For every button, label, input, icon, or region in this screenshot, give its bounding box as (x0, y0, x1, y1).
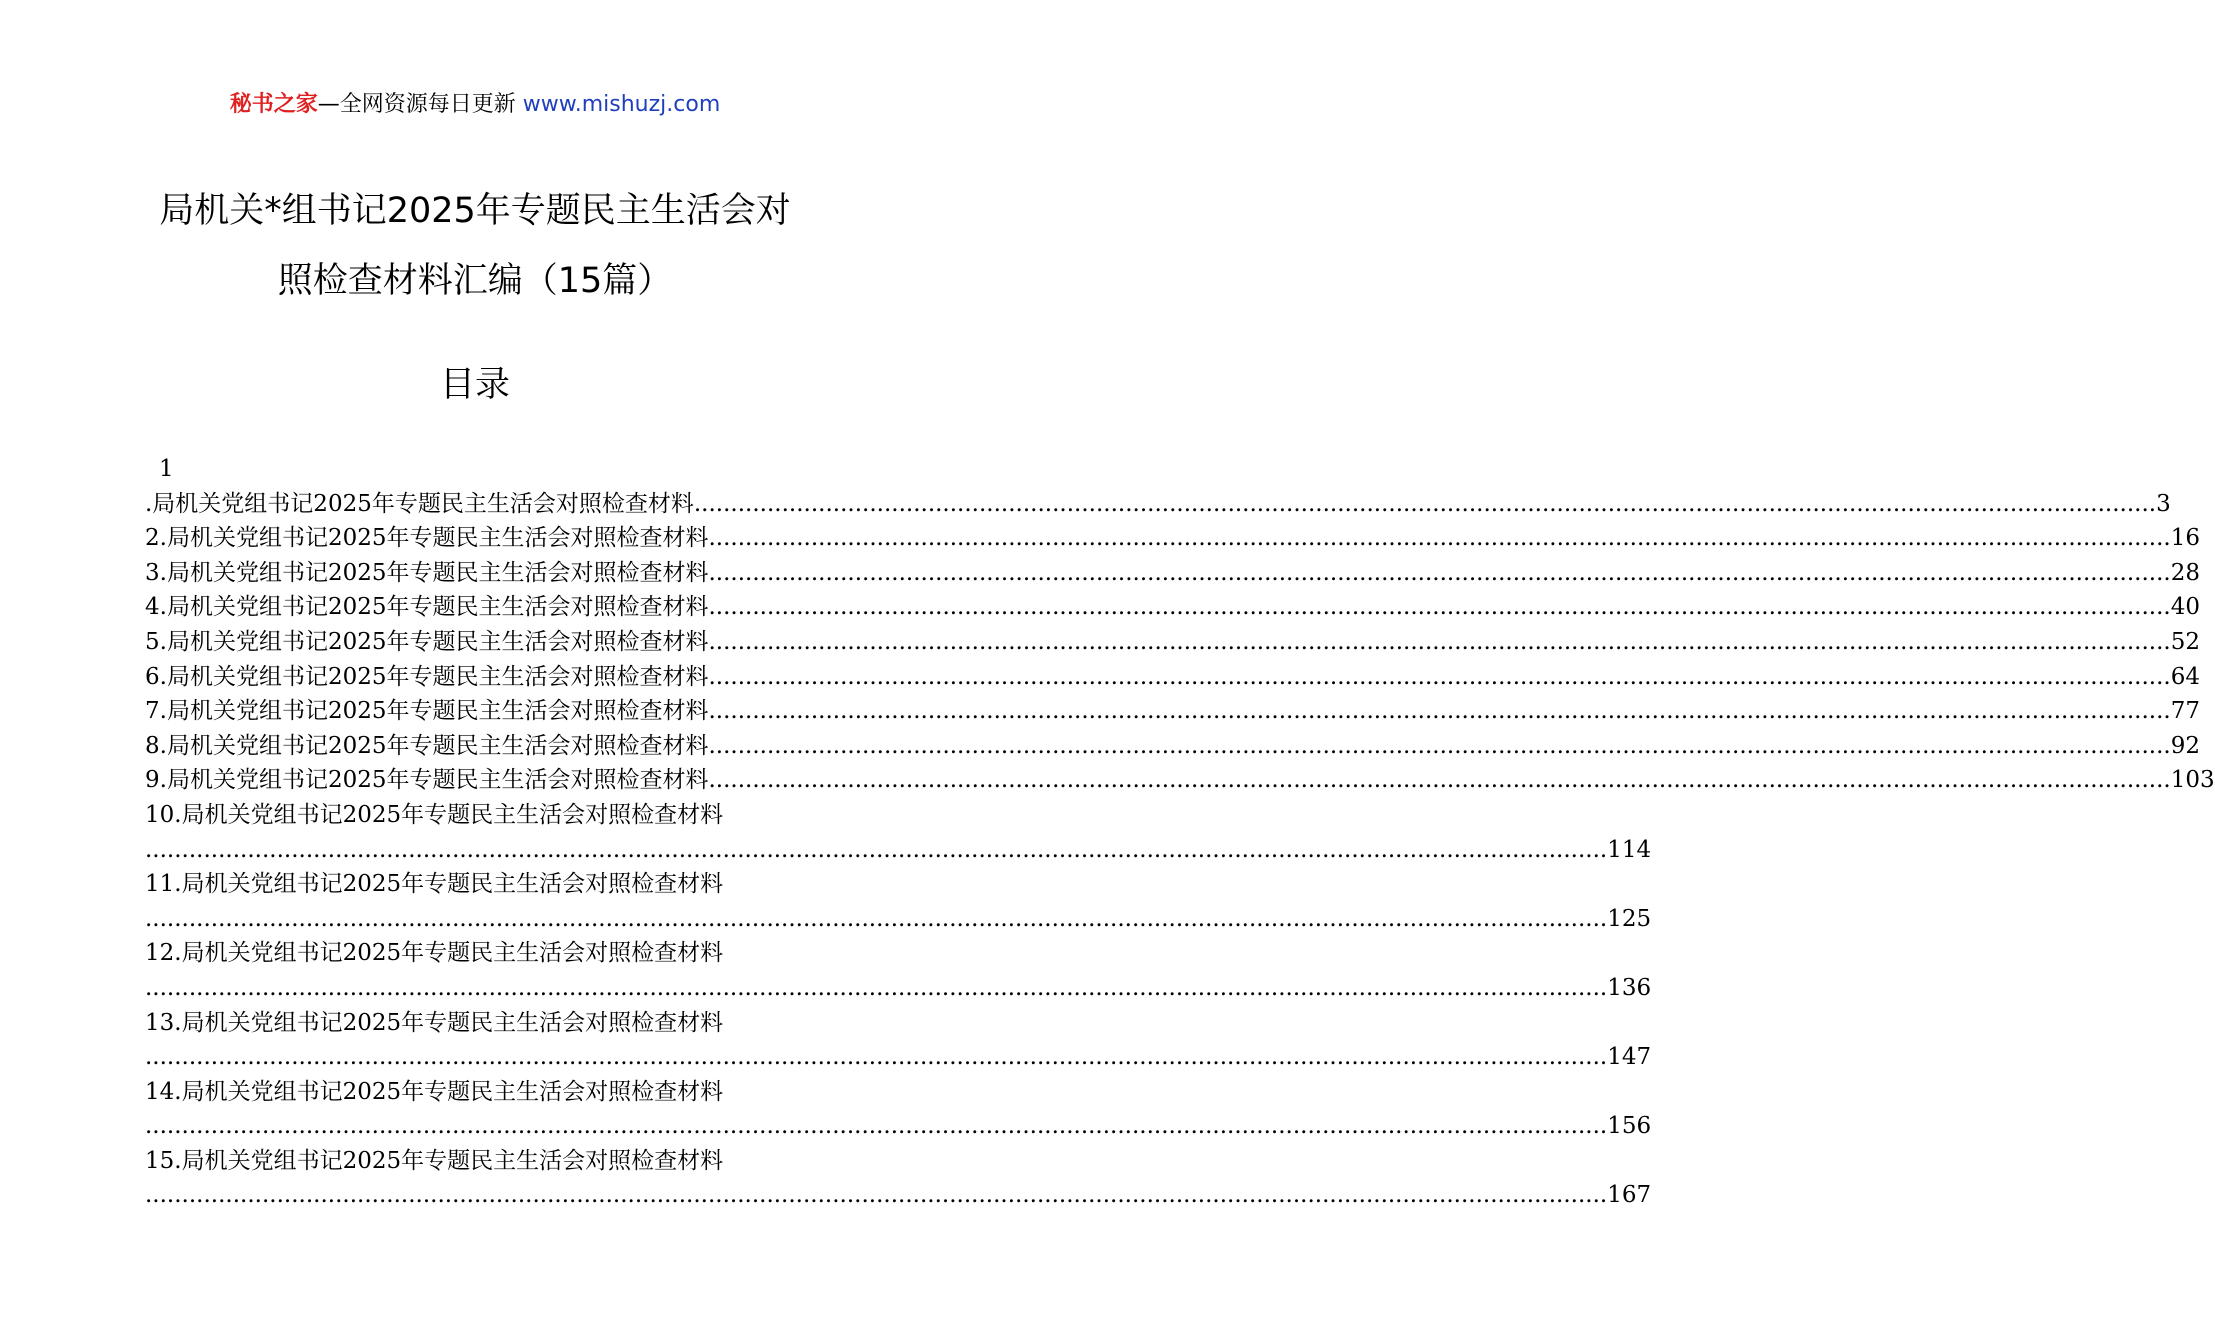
toc-entry-title: 10.局机关党组书记2025年专题民主生活会对照检查材料 (145, 801, 724, 828)
toc-entry-page: 103 (2170, 767, 2215, 794)
document-title (60, 176, 890, 316)
toc-leader-dots: ........................................................................................................................................................................................................ (708, 594, 2171, 621)
toc-leader-dots: ........................................................................................................................................................................................................ (708, 732, 2171, 759)
toc-entry-page: 114 (1607, 836, 1652, 863)
toc-entry[interactable] (145, 590, 2200, 625)
toc-entry-title: 5.局机关党组书记2025年专题民主生活会对照检查材料 (145, 628, 709, 655)
toc-entry[interactable] (145, 521, 2200, 556)
toc-leader-dots: ........................................................................................................................................................................................................ (145, 836, 1608, 863)
toc-entry-title: 8.局机关党组书记2025年专题民主生活会对照检查材料 (145, 732, 709, 759)
toc-entry-title: 11.局机关党组书记2025年专题民主生活会对照检查材料 (145, 871, 724, 898)
toc-entry[interactable] (145, 1144, 1652, 1213)
toc-leader-dots: ........................................................................................................................................................................................................ (145, 1044, 1608, 1071)
header-slogan: —全网资源每日更新 (317, 92, 516, 117)
toc-entry-page: 64 (2170, 663, 2200, 690)
toc-entry-page: 136 (1607, 974, 1652, 1001)
toc-entry-title: 2.局机关党组书记2025年专题民主生活会对照检查材料 (145, 525, 709, 552)
site-url-link[interactable]: www.mishuzj.com (522, 92, 721, 117)
toc-entry-title: 4.局机关党组书记2025年专题民主生活会对照检查材料 (145, 594, 709, 621)
toc-leader-dots: ........................................................................................................................................................................................................ (693, 490, 2157, 517)
toc-entry[interactable] (145, 798, 1652, 867)
toc-leader-dots: ........................................................................................................................................................................................................ (708, 559, 2171, 586)
toc-entry-title: 14.局机关党组书记2025年专题民主生活会对照检查材料 (145, 1078, 724, 1105)
toc-entry-number: 1 (159, 456, 174, 482)
table-of-contents (145, 452, 2215, 1213)
toc-entry-title: .局机关党组书记2025年专题民主生活会对照检查材料 (145, 490, 694, 517)
toc-leader-dots: ........................................................................................................................................................................................................ (708, 767, 2171, 794)
toc-heading: 目录 (439, 365, 510, 405)
toc-entry[interactable] (145, 1075, 1652, 1144)
site-header (0, 88, 950, 122)
toc-entry[interactable] (145, 729, 2200, 764)
toc-entry-page: 3 (2156, 490, 2171, 517)
toc-entry[interactable] (145, 660, 2200, 695)
toc-entry-title: 6.局机关党组书记2025年专题民主生活会对照检查材料 (145, 663, 709, 690)
toc-entry[interactable] (145, 867, 1652, 936)
toc-leader-dots: ........................................................................................................................................................................................................ (145, 974, 1608, 1001)
toc-leader-dots: ........................................................................................................................................................................................................ (145, 905, 1608, 932)
toc-entry-title: 13.局机关党组书记2025年专题民主生活会对照检查材料 (145, 1009, 724, 1036)
toc-entry-page: 28 (2170, 559, 2200, 586)
toc-entry-title: 12.局机关党组书记2025年专题民主生活会对照检查材料 (145, 940, 724, 967)
toc-entry-page: 92 (2170, 732, 2200, 759)
title-line-1: 局机关*组书记2025年专题民主生活会对 (159, 191, 791, 231)
toc-entry-title: 9.局机关党组书记2025年专题民主生活会对照检查材料 (145, 767, 709, 794)
toc-entry-page: 40 (2170, 594, 2200, 621)
toc-leader-dots: ........................................................................................................................................................................................................ (145, 1113, 1608, 1140)
toc-entry[interactable] (145, 556, 2200, 591)
toc-entry-page: 156 (1607, 1113, 1652, 1140)
toc-leader-dots: ........................................................................................................................................................................................................ (708, 663, 2171, 690)
toc-entry-page: 16 (2170, 525, 2200, 552)
toc-entry-page: 147 (1607, 1044, 1652, 1071)
toc-entry-page: 167 (1607, 1182, 1652, 1209)
toc-leader-dots: ........................................................................................................................................................................................................ (708, 698, 2171, 725)
toc-entry-page: 125 (1607, 905, 1652, 932)
toc-entry-title: 7.局机关党组书记2025年专题民主生活会对照检查材料 (145, 698, 709, 725)
toc-entry-page: 52 (2170, 628, 2200, 655)
brand-name: 秘书之家 (229, 92, 318, 117)
toc-entry[interactable] (145, 936, 1652, 1005)
toc-leader-dots: ........................................................................................................................................................................................................ (145, 1182, 1608, 1209)
toc-entry-title: 15.局机关党组书记2025年专题民主生活会对照检查材料 (145, 1147, 724, 1174)
toc-entry[interactable] (145, 487, 2171, 522)
toc-entry[interactable] (145, 763, 2215, 798)
toc-entry-page: 77 (2170, 698, 2200, 725)
title-line-2: 照检查材料汇编（15篇） (277, 261, 673, 301)
toc-leader-dots: ........................................................................................................................................................................................................ (708, 525, 2171, 552)
toc-entry[interactable] (145, 625, 2200, 660)
toc-entry[interactable] (145, 694, 2200, 729)
toc-entry-title: 3.局机关党组书记2025年专题民主生活会对照检查材料 (145, 559, 709, 586)
toc-leader-dots: ........................................................................................................................................................................................................ (708, 628, 2171, 655)
toc-entry[interactable] (145, 1006, 1652, 1075)
